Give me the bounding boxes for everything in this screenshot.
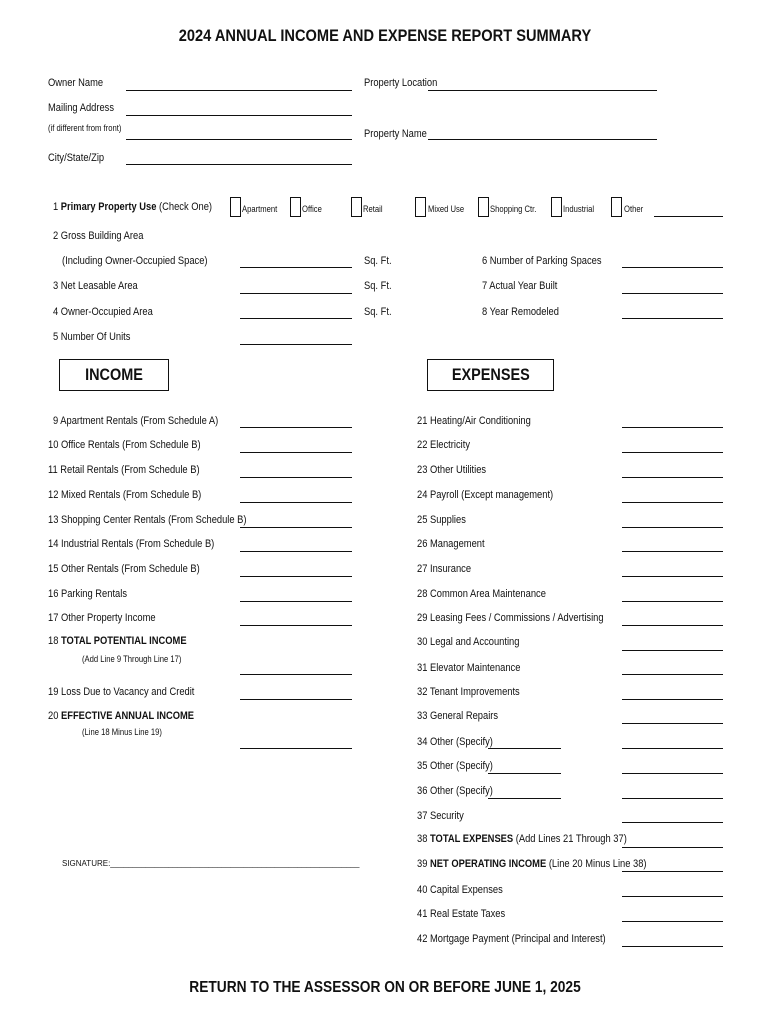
property-location-label: Property Location [364,77,438,89]
income-heading: INCOME [59,359,169,391]
city-state-zip-label: City/State/Zip [48,152,105,164]
effective-annual-income-label: 20 EFFECTIVE ANNUAL INCOME [48,710,195,722]
expense-line-28: 28 Common Area Maintenance [417,588,546,600]
other-checkbox[interactable] [611,197,622,217]
income-line-15: 15 Other Rentals (From Schedule B) [48,563,200,575]
net-leasable-area-label: 3 Net Leasable Area [53,280,138,292]
expense-field-29[interactable] [622,625,723,626]
year-remodeled-field[interactable] [622,318,723,319]
expense-line-30: 30 Legal and Accounting [417,636,520,648]
capital-expenses-label: 40 Capital Expenses [417,884,503,896]
income-field-16[interactable] [240,601,352,602]
expense-field-31[interactable] [622,674,723,675]
expense-line-29: 29 Leasing Fees / Commissions / Advertising [417,612,604,624]
mixed-use-option-label: Mixed Use [428,204,465,214]
property-location-field[interactable] [428,90,657,91]
expenses-heading: EXPENSES [427,359,554,391]
property-name-field[interactable] [428,139,657,140]
mortgage-payment-label: 42 Mortgage Payment (Principal and Interest) [417,933,606,945]
net-operating-income-field[interactable] [622,871,723,872]
apartment-option-label: Apartment [242,204,278,214]
income-line-9: 9 Apartment Rentals (From Schedule A) [53,415,219,427]
mailing-address-field-2[interactable] [126,139,352,140]
income-field-13[interactable] [240,527,352,528]
expense-line-33: 33 General Repairs [417,710,499,722]
expense-line-37: 37 Security [417,810,464,822]
sqft-label-3: Sq. Ft. [364,306,392,318]
other-use-field[interactable] [654,216,723,217]
expense-line-23: 23 Other Utilities [417,464,487,476]
expense-field-37[interactable] [622,822,723,823]
sqft-label-1: Sq. Ft. [364,255,392,267]
total-potential-income-label: 18 TOTAL POTENTIAL INCOME [48,635,187,647]
page-title: 2024 ANNUAL INCOME AND EXPENSE REPORT SUMMARY [178,26,592,45]
mailing-address-note: (if different from front) [48,123,122,133]
income-field-9[interactable] [240,427,352,428]
retail-option-label: Retail [363,204,383,214]
signature-line[interactable]: SIGNATURE:________________________________________________________ [62,859,360,868]
expense-field-33[interactable] [622,723,723,724]
other-specify-field-35[interactable] [488,773,561,774]
mailing-address-field[interactable] [126,115,352,116]
other-option-label: Other [624,204,644,214]
expense-field-32[interactable] [622,699,723,700]
expense-field-27[interactable] [622,576,723,577]
income-line-17: 17 Other Property Income [48,612,156,624]
shopping-ctr-checkbox[interactable] [478,197,489,217]
loss-vacancy-field[interactable] [240,699,352,700]
number-of-units-field[interactable] [240,344,352,345]
mixed-use-checkbox[interactable] [415,197,426,217]
industrial-option-label: Industrial [563,204,595,214]
effective-annual-income-field[interactable] [240,748,352,749]
expense-line-32: 32 Tenant Improvements [417,686,520,698]
other-specify-field-36[interactable] [488,798,561,799]
income-line-12: 12 Mixed Rentals (From Schedule B) [48,489,202,501]
owner-name-label: Owner Name [48,77,104,89]
income-line-13: 13 Shopping Center Rentals (From Schedule B) [48,514,247,526]
expense-field-36[interactable] [622,798,723,799]
income-field-14[interactable] [240,551,352,552]
expense-line-26: 26 Management [417,538,485,550]
expense-line-25: 25 Supplies [417,514,466,526]
apartment-checkbox[interactable] [230,197,241,217]
number-of-units-label: 5 Number Of Units [53,331,131,343]
expense-field-34[interactable] [622,748,723,749]
expense-field-23[interactable] [622,477,723,478]
total-expenses-field[interactable] [622,847,723,848]
expense-line-27: 27 Insurance [417,563,472,575]
income-line-16: 16 Parking Rentals [48,588,128,600]
expense-field-28[interactable] [622,601,723,602]
including-owner-occupied-note: (Including Owner-Occupied Space) [62,255,208,267]
owner-occupied-area-label: 4 Owner-Occupied Area [53,306,153,318]
income-field-11[interactable] [240,477,352,478]
sqft-label-2: Sq. Ft. [364,280,392,292]
gross-building-area-label: 2 Gross Building Area [53,230,144,242]
real-estate-taxes-label: 41 Real Estate Taxes [417,908,506,920]
office-option-label: Office [302,204,322,214]
income-line-11: 11 Retail Rentals (From Schedule B) [48,464,200,476]
expense-line-31: 31 Elevator Maintenance [417,662,521,674]
property-use-label: 1 Primary Property Use (Check One) [53,201,213,213]
expense-field-30[interactable] [622,650,723,651]
office-checkbox[interactable] [290,197,301,217]
total-expenses-label: 38 TOTAL EXPENSES (Add Lines 21 Through 37) [417,833,627,845]
expense-line-34: 34 Other (Specify) [417,736,493,748]
income-field-10[interactable] [240,452,352,453]
city-state-zip-field[interactable] [126,164,352,165]
expense-field-21[interactable] [622,427,723,428]
year-built-label: 7 Actual Year Built [482,280,558,292]
expense-field-26[interactable] [622,551,723,552]
return-deadline-footer: RETURN TO THE ASSESSOR ON OR BEFORE JUNE 1, 2025 [189,979,581,996]
expense-field-25[interactable] [622,527,723,528]
parking-spaces-label: 6 Number of Parking Spaces [482,255,602,267]
gross-building-area-field[interactable] [240,267,352,268]
total-potential-income-note: (Add Line 9 Through Line 17) [82,654,182,664]
owner-occupied-area-field[interactable] [240,318,352,319]
expense-line-36: 36 Other (Specify) [417,785,493,797]
capital-expenses-field[interactable] [622,896,723,897]
expense-field-24[interactable] [622,502,723,503]
other-specify-field-34[interactable] [488,748,561,749]
effective-annual-income-note: (Line 18 Minus Line 19) [82,727,162,737]
real-estate-taxes-field[interactable] [622,921,723,922]
net-leasable-area-field[interactable] [240,293,352,294]
retail-checkbox[interactable] [351,197,362,217]
income-field-17[interactable] [240,625,352,626]
expense-field-35[interactable] [622,773,723,774]
expense-line-24: 24 Payroll (Except management) [417,489,554,501]
year-built-field[interactable] [622,293,723,294]
income-field-12[interactable] [240,502,352,503]
parking-spaces-field[interactable] [622,267,723,268]
expense-line-21: 21 Heating/Air Conditioning [417,415,531,427]
industrial-checkbox[interactable] [551,197,562,217]
property-name-label: Property Name [364,128,427,140]
income-line-14: 14 Industrial Rentals (From Schedule B) [48,538,215,550]
mortgage-payment-field[interactable] [622,946,723,947]
loss-vacancy-label: 19 Loss Due to Vacancy and Credit [48,686,195,698]
expense-line-35: 35 Other (Specify) [417,760,493,772]
income-field-15[interactable] [240,576,352,577]
income-line-10: 10 Office Rentals (From Schedule B) [48,439,201,451]
total-potential-income-field[interactable] [240,674,352,675]
net-operating-income-label: 39 NET OPERATING INCOME (Line 20 Minus Line 38) [417,858,647,870]
mailing-address-label: Mailing Address [48,102,115,114]
expense-line-22: 22 Electricity [417,439,471,451]
year-remodeled-label: 8 Year Remodeled [482,306,559,318]
owner-name-field[interactable] [126,90,352,91]
expense-field-22[interactable] [622,452,723,453]
shopping-ctr-option-label: Shopping Ctr. [490,204,537,214]
